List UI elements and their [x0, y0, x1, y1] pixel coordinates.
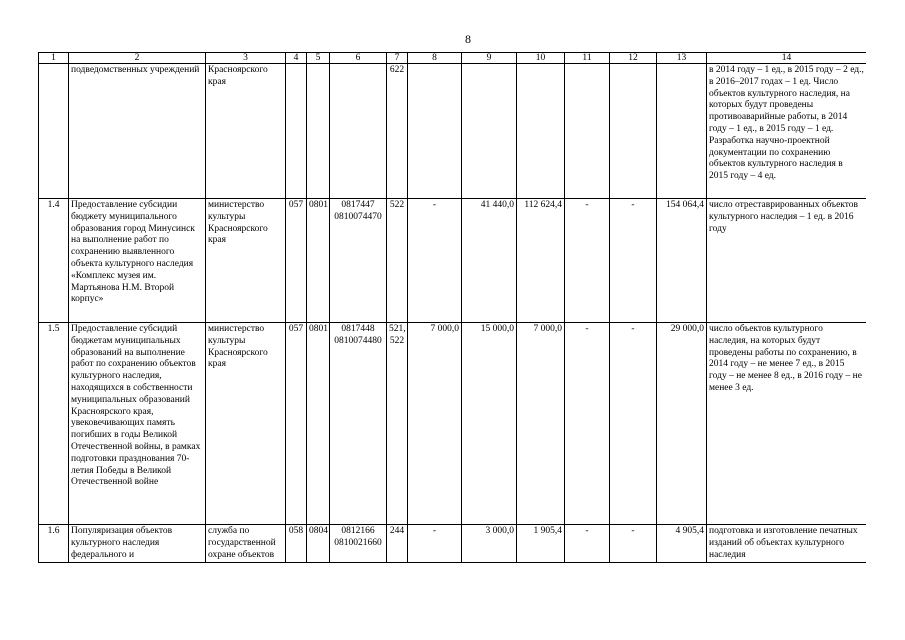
header-cell: 2 — [69, 53, 206, 64]
amount-2018-cell: - — [610, 199, 657, 323]
amount-2018-cell — [610, 64, 657, 199]
section-code-cell — [307, 64, 330, 199]
page-number: 8 — [465, 32, 471, 46]
amount-2016-cell — [517, 64, 565, 199]
budget-table-sheet — [38, 52, 866, 622]
expense-type-cell: 521, 522 — [387, 323, 408, 525]
section-code-cell: 0801 — [307, 323, 330, 525]
amount-2016-cell: 112 624,4 — [517, 199, 565, 323]
amount-2014-cell: - — [408, 525, 462, 563]
row-number-cell — [39, 64, 69, 199]
amount-total-cell — [657, 64, 707, 199]
activity-name-cell: Популяризация объектов культурного наследия федерального и — [69, 525, 206, 563]
header-cell: 6 — [330, 53, 387, 64]
amount-2018-cell: - — [610, 323, 657, 525]
expected-result-cell: в 2014 году – 1 ед., в 2015 году – 2 ед., в 2016–2017 годах – 1 ед. Число объектов культурного наследия, на которых будут проведены противоаварийные работы, в 2014 году – 1 ед., в 2015 году – 1 ед. Разработка научно-проектной документации по сохранению объектов культурного наследия в 2015 году – 4 ед. — [707, 64, 867, 199]
amount-2017-cell: - — [565, 525, 610, 563]
target-article-cell: 0817447 0810074470 — [330, 199, 387, 323]
expense-type-cell: 622 — [387, 64, 408, 199]
amount-2017-cell: - — [565, 199, 610, 323]
activity-name-cell: Предоставление субсидии бюджету муниципального образования город Минусинск на выполнение работ по сохранению выявленного объекта культурного наследия «Комплекс музея им. Мартьянова Н.М. Второй корпус» — [69, 199, 206, 323]
amount-total-cell: 29 000,0 — [657, 323, 707, 525]
amount-2017-cell — [565, 64, 610, 199]
header-row — [39, 53, 867, 64]
expense-type-cell: 522 — [387, 199, 408, 323]
header-cell: 5 — [307, 53, 330, 64]
expense-type-cell: 244 — [387, 525, 408, 563]
amount-2015-cell: 41 440,0 — [462, 199, 517, 323]
header-cell: 3 — [206, 53, 286, 64]
table-row — [39, 199, 867, 323]
amount-2014-cell: - — [408, 199, 462, 323]
grbs-code-cell: 057 — [286, 199, 307, 323]
header-cell: 9 — [462, 53, 517, 64]
section-code-cell: 0804 — [307, 525, 330, 563]
row-number-cell: 1.4 — [39, 199, 69, 323]
amount-2015-cell: 15 000,0 — [462, 323, 517, 525]
amount-total-cell: 4 905,4 — [657, 525, 707, 563]
row-number-cell: 1.5 — [39, 323, 69, 525]
section-code-cell: 0801 — [307, 199, 330, 323]
table-row — [39, 525, 867, 563]
amount-2016-cell: 7 000,0 — [517, 323, 565, 525]
expected-result-cell: число объектов культурного наследия, на которых будут проведены работы по сохранению, в 2014 году – не менее 7 ед., в 2015 году – не менее 8 ед., в 2016 году – не менее 3 ед. — [707, 323, 867, 525]
activity-name-cell: подведомственных учреждений — [69, 64, 206, 199]
amount-2017-cell: - — [565, 323, 610, 525]
administrator-cell: Красноярского края — [206, 64, 286, 199]
amount-2018-cell: - — [610, 525, 657, 563]
administrator-cell: министерство культуры Красноярского края — [206, 199, 286, 323]
table-row — [39, 64, 867, 199]
header-cell: 1 — [39, 53, 69, 64]
header-cell: 11 — [565, 53, 610, 64]
amount-2014-cell — [408, 64, 462, 199]
header-cell: 4 — [286, 53, 307, 64]
header-cell: 13 — [657, 53, 707, 64]
header-cell: 14 — [707, 53, 867, 64]
budget-table — [38, 52, 866, 563]
header-cell: 12 — [610, 53, 657, 64]
amount-total-cell: 154 064,4 — [657, 199, 707, 323]
administrator-cell: служба по государственной охране объектов — [206, 525, 286, 563]
header-cell: 10 — [517, 53, 565, 64]
target-article-cell — [330, 64, 387, 199]
target-article-cell: 0817448 0810074480 — [330, 323, 387, 525]
amount-2014-cell: 7 000,0 — [408, 323, 462, 525]
expected-result-cell: подготовка и изготовление печатных изданий об объектах культурного наследия — [707, 525, 867, 563]
target-article-cell: 0812166 0810021660 — [330, 525, 387, 563]
amount-2015-cell — [462, 64, 517, 199]
header-cell: 7 — [387, 53, 408, 64]
expected-result-cell: число отреставрированных объектов культурного наследия – 1 ед. в 2016 году — [707, 199, 867, 323]
administrator-cell: министерство культуры Красноярского края — [206, 323, 286, 525]
table-row — [39, 323, 867, 525]
grbs-code-cell — [286, 64, 307, 199]
header-cell: 8 — [408, 53, 462, 64]
amount-2015-cell: 3 000,0 — [462, 525, 517, 563]
grbs-code-cell: 057 — [286, 323, 307, 525]
grbs-code-cell: 058 — [286, 525, 307, 563]
activity-name-cell: Предоставление субсидий бюджетам муниципальных образований на выполнение работ по сохранению объектов культурного наследия, находящихся в собственности муниципальных образований Красноярского края, увековечивающих память погибших в годы Великой Отечественной войны, в рамках подготовки празднования 70-летия Победы в Великой Отечественной войне — [69, 323, 206, 525]
row-number-cell: 1.6 — [39, 525, 69, 563]
amount-2016-cell: 1 905,4 — [517, 525, 565, 563]
